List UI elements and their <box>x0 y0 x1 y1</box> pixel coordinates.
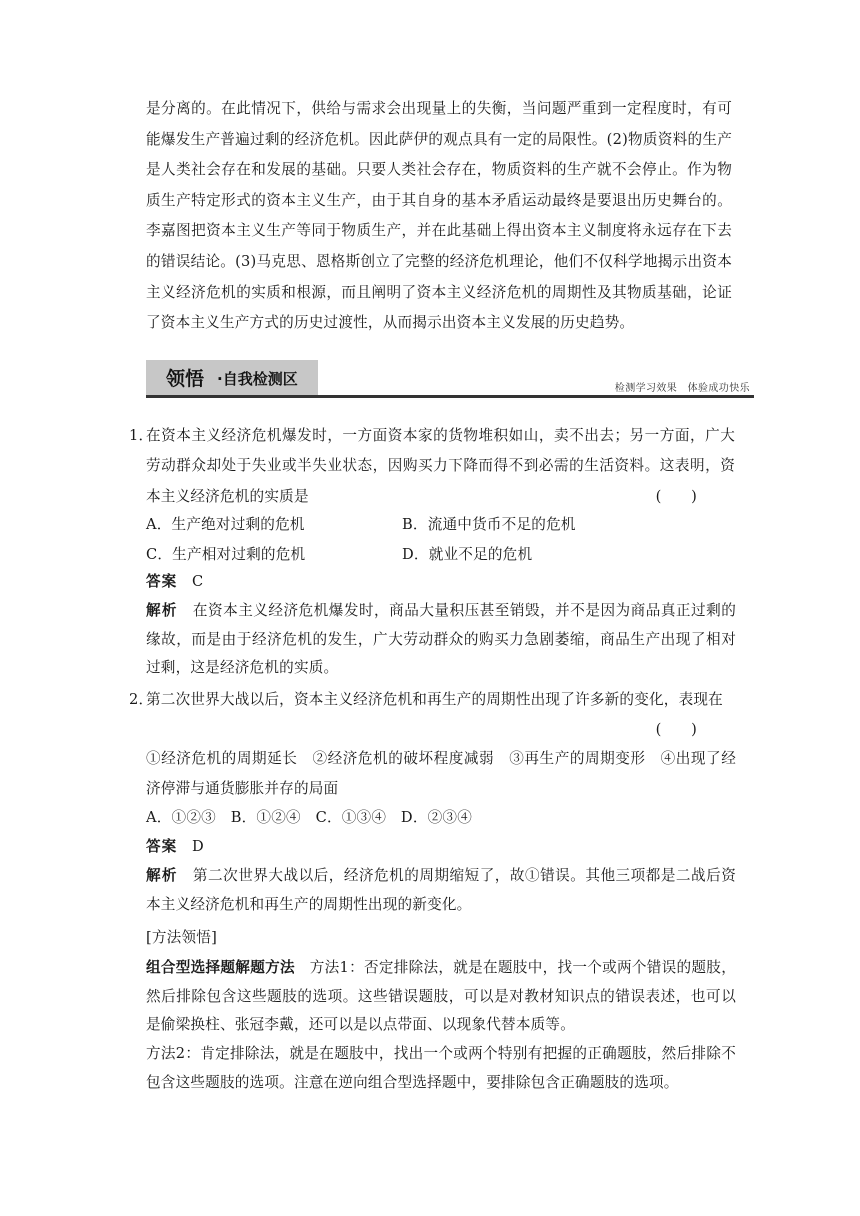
method-bracket-label: [方法领悟] <box>146 929 217 946</box>
section-slogan: 检测学习效果 体验成功快乐 <box>614 383 750 394</box>
question-2-analysis-label: 解析 <box>146 867 178 884</box>
section-title: 领悟 <box>166 368 205 390</box>
question-1-answer-value: C <box>192 573 204 590</box>
question-1-paren: ( ) <box>655 488 697 505</box>
question-2-analysis <box>146 862 736 919</box>
question-2-analysis-text: 第二次世界大战以后，经济危机的周期缩短了，故①错误。其他三项都是二战后资本主义经济危机和再生产的周期性出现的新变化。 <box>146 867 736 913</box>
question-1-option-b: B．流通中货币不足的危机 <box>402 516 576 533</box>
question-1-answer-label: 答案 <box>146 573 178 590</box>
question-2-options: A．①②③ B．①②④ C．①③④ D．②③④ <box>146 809 473 826</box>
question-1-answer <box>146 568 736 597</box>
method-paragraph-1 <box>146 954 736 1040</box>
question-1-option-c: C．生产相对过剩的危机 <box>146 546 306 563</box>
question-2-answer-value: D <box>192 838 204 855</box>
section-header-rule <box>146 395 754 398</box>
question-2-number: 2． <box>129 691 154 708</box>
question-1-option-d: D．就业不足的危机 <box>402 546 533 563</box>
question-2-answer <box>146 833 736 862</box>
method-paragraph-2: 方法2：肯定排除法，就是在题肢中，找出一个或两个特别有把握的正确题肢，然后排除不包含这些题肢的选项。注意在逆向组合型选择题中，要排除包含正确题肢的选项。 <box>146 1045 736 1091</box>
question-2-statements: ①经济危机的周期延长 ②经济危机的破坏程度减弱 ③再生产的周期变形 ④出现了经济停滞与通货膨胀并存的局面 <box>146 750 736 797</box>
question-1-stem: 在资本主义经济危机爆发时，一方面资本家的货物堆积如山，卖不出去；另一方面，广大劳动群众却处于失业或半失业状态，因购买力下降而得不到必需的生活资料。这表明，资本主义经济危机的实质是 <box>146 427 735 505</box>
question-2-answer-label: 答案 <box>146 838 178 855</box>
question-1 <box>129 421 735 512</box>
question-1-analysis-label: 解析 <box>146 602 178 619</box>
question-1-analysis-text: 在资本主义经济危机爆发时，商品大量积压甚至销毁，并不是因为商品真正过剩的缘故，而是由于经济危机的发生，广大劳动群众的购买力急剧萎缩，商品生产出现了相对过剩，这是经济危机的实质。 <box>146 602 736 676</box>
question-2-paren: ( ) <box>655 721 697 738</box>
question-1-number: 1． <box>129 427 154 444</box>
method-1-text: 方法1：否定排除法，就是在题肢中，找一个或两个错误的题肢，然后排除包含这些题肢的选项。这些错误题肢，可以是对教材知识点的错误表述，也可以是偷梁换柱、张冠李戴，还可以是以点带面、以现象代替本质等。 <box>146 959 736 1033</box>
question-1-option-a: A．生产绝对过剩的危机 <box>146 516 305 533</box>
section-subtitle: ·自我检测区 <box>217 370 298 388</box>
question-1-analysis <box>146 597 736 683</box>
method-heading: 组合型选择题解题方法 <box>146 959 295 976</box>
question-1-options <box>146 510 736 570</box>
intro-paragraph: 是分离的。在此情况下，供给与需求会出现量上的失衡，当问题严重到一定程度时，有可能爆发生产普遍过剩的经济危机。因此萨伊的观点具有一定的局限性。(2)物质资料的生产是人类社会存在和发展的基础。只要人类社会存在，物质资料的生产就不会停止。作为物质生产特定形式的资本主义生产，由于其自身的基本矛盾运动最终是要退出历史舞台的。李嘉图把资本主义生产等同于物质生产，并在此基础上得出资本主义制度将永远存在下去的错误结论。(3)马克思、恩格斯创立了完整的经济危机理论，他们不仅科学地揭示出资本主义经济危机的实质和根源，而且阐明了资本主义经济危机的周期性及其物质基础，论证了资本主义生产方式的历史过渡性，从而揭示出资本主义发展的历史趋势。 <box>146 100 732 332</box>
question-2 <box>129 685 735 738</box>
section-header <box>146 360 754 398</box>
question-2-stem: 第二次世界大战以后，资本主义经济危机和再生产的周期性出现了许多新的变化，表现在 <box>146 691 723 708</box>
